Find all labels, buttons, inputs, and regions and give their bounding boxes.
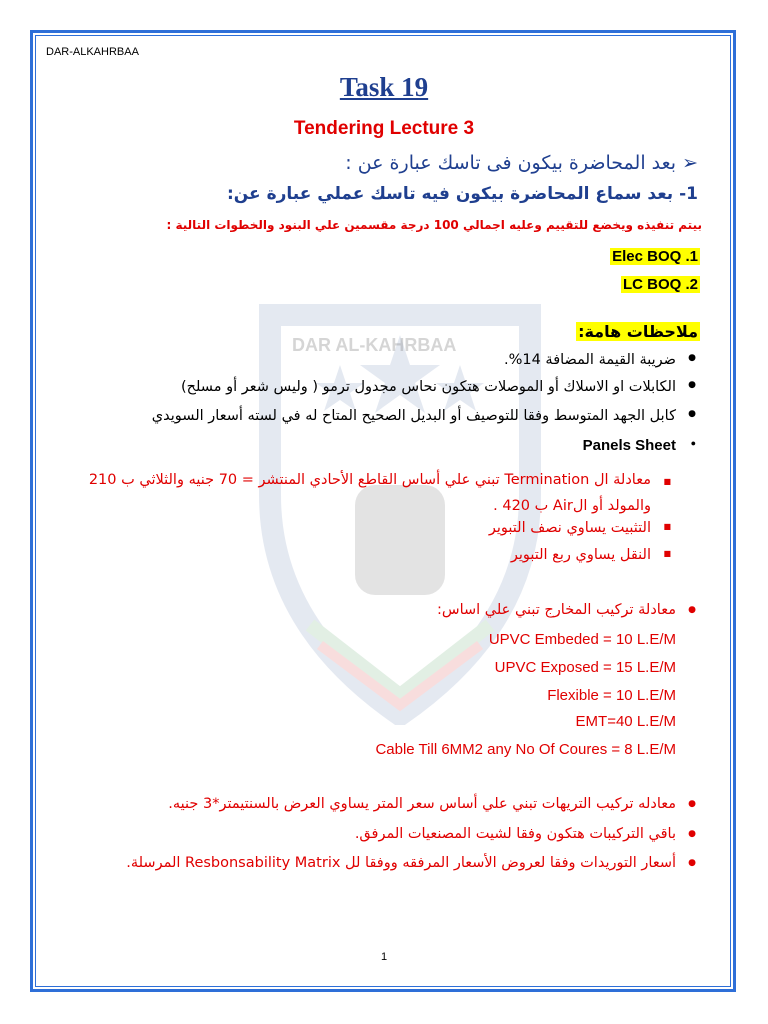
notes-list-4 bbox=[583, 437, 698, 454]
notes-list-1 bbox=[504, 352, 698, 368]
outlet-rate-flexible: Flexible = 10 L.E/M bbox=[547, 687, 676, 704]
boq-item-2-text: LC BOQ .2 bbox=[622, 276, 698, 293]
page-title: Task 19 bbox=[339, 72, 429, 102]
notes-list-3 bbox=[152, 408, 698, 424]
other-installations-note: ● باقي التركيبات هتكون وفقا لشيت المصنعيات المرفق. bbox=[355, 826, 698, 842]
panels-fixing: ■ التثبيت يساوي نصف التبوير bbox=[489, 520, 673, 536]
watermark-text: DAR AL-KAHRBAA bbox=[292, 335, 457, 355]
note-cables: ● الكابلات او الاسلاك أو الموصلات هتكون نحاس مجدول ترمو ( وليس شعر أو مسلح) bbox=[181, 379, 698, 395]
page-subtitle: Tendering Lecture 3 bbox=[293, 118, 475, 139]
footer-list-1 bbox=[168, 796, 698, 812]
panels-sub-list-2 bbox=[489, 520, 673, 536]
outlet-rate-upvc-exposed: UPVC Exposed = 15 L.E/M bbox=[494, 659, 676, 676]
note-vat: ● ضريبة القيمة المضافة 14%. bbox=[504, 352, 698, 368]
tray-rate-note: ● معادله تركيب التريهات تبني علي أساس سعر المتر يساوي العرض بالسنتيمتر*3 جنيه. bbox=[168, 796, 698, 812]
footer-list-3 bbox=[126, 855, 698, 871]
footer-list-2 bbox=[355, 826, 698, 842]
arrow-bullet-icon: ➢ bbox=[682, 152, 698, 174]
outlet-rate-upvc-embedded: UPVC Embeded = 10 L.E/M bbox=[488, 631, 676, 648]
supply-prices-note: ● أسعار التوريدات وفقا لعروض الأسعار المرفقه ووفقا لل Resbonsability Matrix المرسلة. bbox=[126, 855, 698, 871]
outlets-list bbox=[437, 602, 698, 618]
outlet-rate-emt: EMT=40 L.E/M bbox=[575, 713, 676, 730]
note-panels-sheet: ● Panels Sheet bbox=[583, 437, 698, 454]
panels-transport: ■ النقل يساوي ربع التبوير bbox=[511, 547, 673, 563]
boq-item-1-text: Elec BOQ .1 bbox=[612, 248, 698, 265]
notes-list-2 bbox=[181, 379, 698, 395]
notes-heading: ملاحظات هامة: bbox=[578, 322, 698, 341]
page-number: 1 bbox=[380, 951, 388, 963]
intro-line-2: 1- بعد سماع المحاضرة بيكون فيه تاسك عملي عبارة عن: bbox=[226, 184, 698, 204]
header-tag: DAR-ALKAHRBAA bbox=[46, 46, 139, 58]
outlet-rate-cable: Cable Till 6MM2 any No Of Coures = 8 L.E/M bbox=[375, 741, 676, 758]
intro-line-1 bbox=[345, 152, 698, 174]
outlets-label: ● معادلة تركيب المخارج تبني علي اساس: bbox=[437, 602, 698, 618]
boq-item-1 bbox=[610, 246, 700, 265]
panels-sub-list-1 bbox=[53, 467, 673, 519]
panels-termination: ■ معادلة ال Termination تبني علي أساس القاطع الأحادي المنتشر = 70 جنيه والثلاثي ب 210 والمولد أو الAir ب 420 . bbox=[53, 467, 673, 519]
note-mv-cable: ● كابل الجهد المتوسط وفقا للتوصيف أو البديل الصحيح المتاح له في لسته أسعار السويدي bbox=[152, 408, 698, 424]
boq-item-2 bbox=[621, 274, 700, 293]
panels-sub-list-3 bbox=[511, 547, 673, 563]
intro-line-1-text: بعد المحاضرة بيكون فى تاسك عبارة عن : bbox=[345, 152, 677, 174]
intro-line-3: بيتم تنفيذه ويخضع للتقييم وعليه اجمالي 100 درجة مقسمين علي البنود والخطوات التالية : bbox=[166, 218, 702, 232]
